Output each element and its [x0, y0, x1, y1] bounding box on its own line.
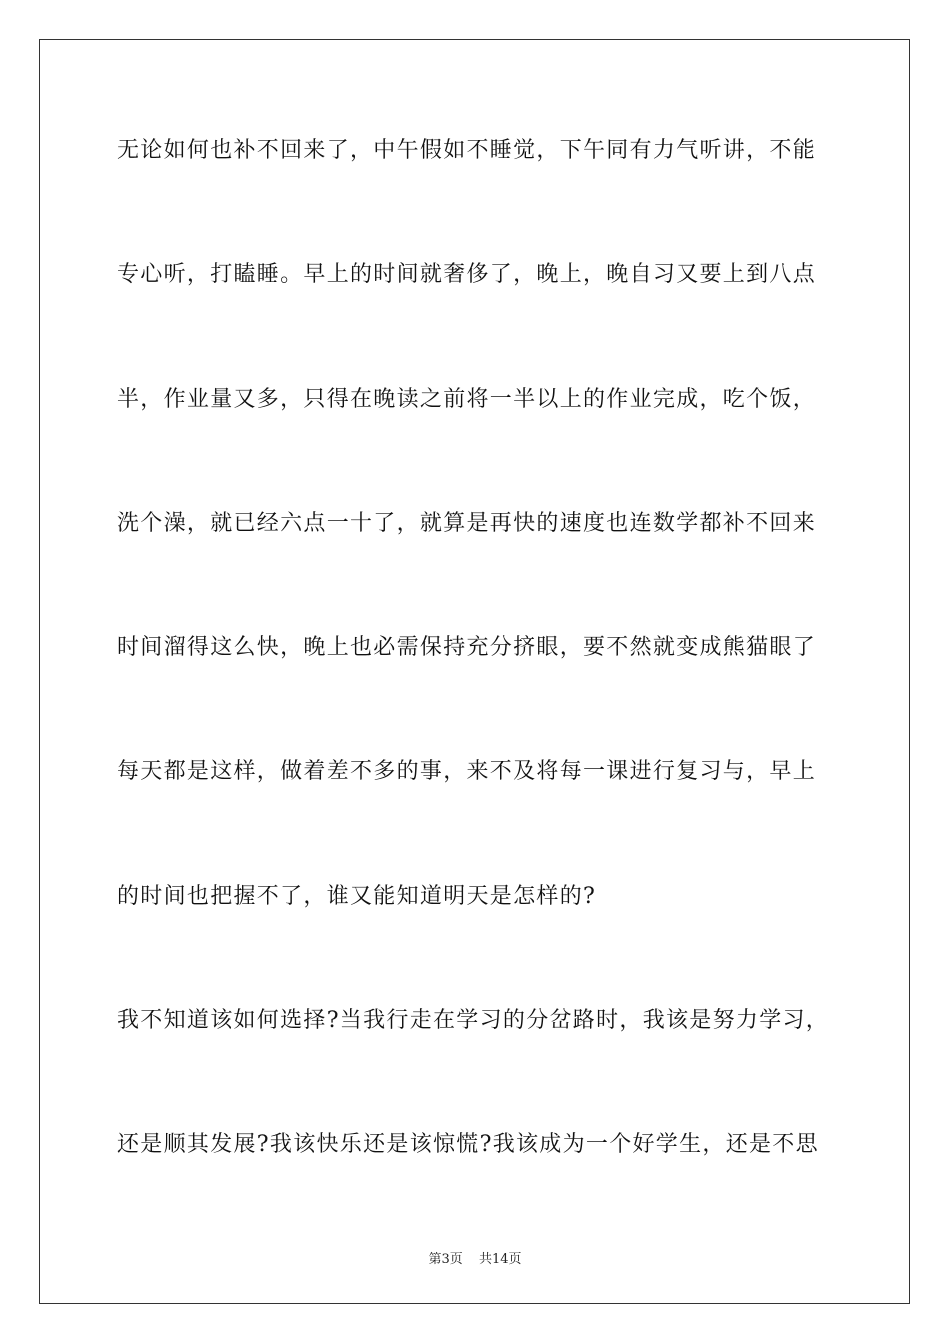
page-number: 第3页 [428, 1252, 463, 1267]
text-line: 半，作业量又多，只得在晚读之前将一半以上的作业完成，吃个饭， [117, 386, 817, 412]
document-body [117, 128, 837, 1247]
text-line: 无论如何也补不回来了，中午假如不睡觉，下午同有力气听讲，不能 [117, 138, 817, 163]
text-line: 时间溜得这么快，晚上也必需保持充分挤眼，要不然就变成熊猫眼了 [117, 635, 817, 661]
text-line: 我不知道该如何选择?当我行走在学习的分岔路时，我该是努力学习， [117, 1008, 830, 1034]
text-line: 还是顺其发展?我该快乐还是该惊慌?我该成为一个好学生，还是不思 [117, 1132, 819, 1158]
text-line: 专心听，打瞌睡。早上的时间就奢侈了，晚上，晚自习又要上到八点 [117, 262, 817, 288]
text-line: 洗个澡，就已经六点一十了，就算是再快的速度也连数学都补不回来 [117, 510, 817, 536]
text-line: 每天都是这样，做着差不多的事，来不及将每一课进行复习与，早上 [117, 759, 817, 785]
page-footer [0, 1248, 950, 1267]
text-line: 的时间也把握不了，谁又能知道明天是怎样的? [117, 883, 597, 909]
page-total: 共14页 [478, 1252, 522, 1267]
